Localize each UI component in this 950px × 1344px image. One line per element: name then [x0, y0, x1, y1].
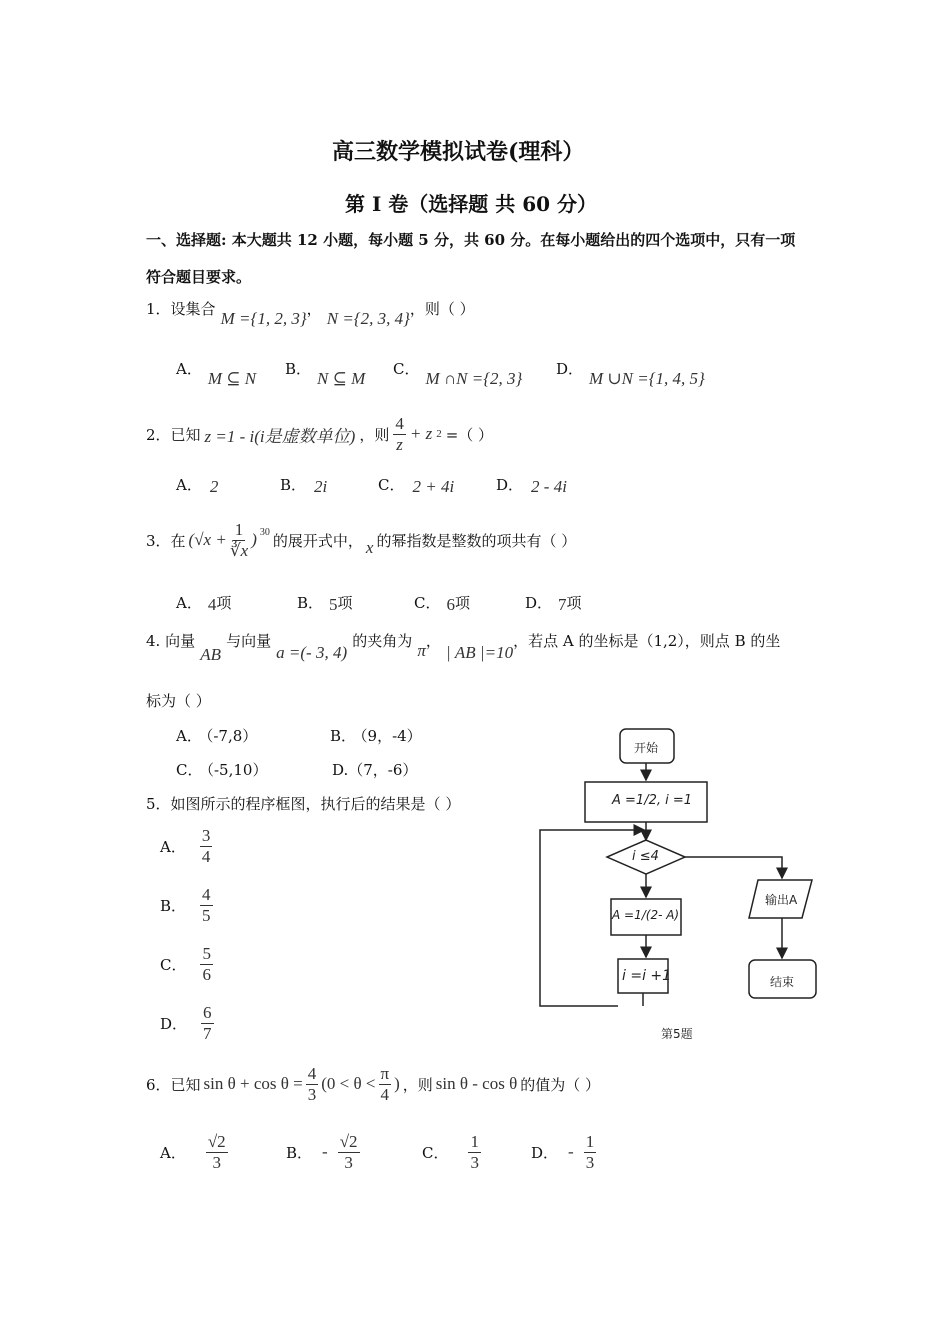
flow-incr-label: i =i +1: [622, 968, 672, 984]
flow-output-label: 输出A: [765, 893, 798, 907]
q6-then: ，则: [402, 1075, 433, 1094]
q4-line-2: 标为（ ）: [146, 692, 211, 710]
flow-caption: 第5题: [661, 1027, 693, 1041]
q1-option-c: C． M ∩N ={2, 3}: [393, 360, 523, 388]
q4-stem: 4. 向量: [146, 632, 196, 650]
q3-power: 30: [259, 526, 270, 538]
q4-pi: π: [417, 641, 426, 660]
q3-option-d: D． 7项: [525, 594, 582, 614]
q5-option-a: A． $\frac{3}{4}$: [160, 826, 211, 866]
q6-cond-fraction: $\frac{\pi}{4}$: [380, 1064, 390, 1104]
flow-init-label: A =1/2, i =1: [612, 793, 693, 808]
q4-option-d: D.（7，-6）: [332, 761, 418, 779]
flow-start-label: 开始: [634, 741, 659, 755]
q1-option-d: D． M ∪N ={1, 4, 5}: [556, 360, 705, 388]
q1-tail: ，则（ ）: [409, 300, 475, 318]
q3-option-c: C． 6项: [414, 594, 470, 614]
flow-assign-label: A =1/(2- A): [612, 908, 680, 922]
q3-mid: 的展开式中，: [272, 531, 363, 550]
q2-then: ，则: [359, 425, 390, 444]
q2-stem: 2．已知: [146, 425, 201, 444]
q4-vector-a: a =(- 3, 4): [276, 643, 348, 662]
q2-plus: + z: [409, 424, 433, 444]
q6-option-b: B． - $\frac{√2}{3}$: [286, 1132, 358, 1172]
question-4: 4. 向量 AB 与向量 a =(- 3, 4) 的夹角为 π， | AB |=10，若点 A 的坐标是（1,2），则点 B 的坐: [146, 632, 781, 664]
q3-option-a: A． 4项: [176, 594, 232, 614]
q6-stem: 6．已知: [146, 1075, 201, 1094]
section-title: 第 I 卷（选择题 共 60 分）: [345, 192, 598, 216]
q4-mid2: 的夹角为: [352, 632, 413, 650]
q4-abs: | AB |=10: [445, 643, 514, 662]
q2-option-a: A． 2: [176, 476, 219, 496]
q2-sup: 2: [436, 428, 442, 441]
q2-fraction: $\frac{4}{z}$: [395, 414, 404, 454]
q3-stem: 3．在: [146, 531, 186, 550]
q6-lhs: sin θ + cos θ =: [203, 1074, 303, 1094]
q1-option-a: A． M ⊆ N: [176, 360, 257, 388]
q3-x: x: [365, 538, 374, 558]
q2-option-d: D． 2 - 4i: [496, 476, 567, 496]
q6-fraction: $\frac{4}{3}$: [307, 1064, 317, 1104]
q5-option-b: B． $\frac{4}{5}$: [160, 885, 211, 925]
q4-option-a: A． （-7,8）: [176, 727, 258, 745]
q3-expr-b: ): [251, 530, 257, 550]
q6-option-c: C． $\frac{1}{3}$: [422, 1132, 479, 1172]
instruction-line-1: 一、选择题: 本大题共 12 小题，每小题 5 分，共 60 分。在每小题给出的四个选项中，只有一项: [146, 231, 796, 249]
question-6: [146, 1064, 600, 1104]
q5-option-c: C． $\frac{5}{6}$: [160, 944, 211, 984]
q4-mid1: 与向量: [226, 632, 272, 650]
q3-fraction: $\frac{1}{∛x}$: [229, 520, 249, 560]
question-5: 5．如图所示的程序框图，执行后的结果是（ ）: [146, 795, 461, 813]
flow-condition-label: i ≤4: [632, 849, 659, 864]
q1-option-b: B． N ⊆ M: [285, 360, 366, 388]
q6-option-d: D． - $\frac{1}{3}$: [531, 1132, 595, 1172]
q6-option-a: A． $\frac{√2}{3}$: [160, 1132, 226, 1172]
q2-option-c: C． 2 + 4i: [378, 476, 455, 496]
instruction-line-2: 符合题目要求。: [146, 268, 252, 286]
q1-stem: 1．设集合: [146, 300, 216, 318]
q6-expr: sin θ - cos θ: [435, 1074, 518, 1094]
q5-option-d: D． $\frac{6}{7}$: [160, 1003, 212, 1043]
q3-tail: 的幂指数是整数的项共有（ ）: [376, 531, 577, 550]
q4-tail: ，若点 A 的坐标是（1,2），则点 B 的坐: [513, 632, 781, 650]
question-1: 1．设集合 M ={1, 2, 3}， N ={2, 3, 4}，则（ ）: [146, 300, 475, 328]
q6-cond-b: ): [394, 1074, 400, 1094]
q1-set-n: N ={2, 3, 4}: [326, 309, 410, 328]
q1-set-m: M ={1, 2, 3}: [220, 309, 307, 328]
flow-end-label: 结束: [770, 975, 795, 989]
q6-cond-a: (0 < θ <: [321, 1074, 376, 1094]
q4-option-b: B． （9，-4）: [330, 727, 422, 745]
q3-option-b: B． 5项: [297, 594, 353, 614]
q2-option-b: B． 2i: [280, 476, 328, 496]
page-title: 高三数学模拟试卷(理科）: [332, 139, 585, 165]
q6-tail: 的值为（ ）: [520, 1075, 601, 1094]
q4-ab: AB: [200, 645, 221, 664]
q2-z-def: z =1 - i(i是虚数单位): [204, 426, 356, 446]
flow-arrow-5: [685, 857, 782, 878]
q2-eq: =（ ）: [445, 425, 494, 444]
q4-option-c: C． （-5,10）: [176, 761, 268, 779]
q3-expr-a: (√x +: [188, 530, 227, 550]
